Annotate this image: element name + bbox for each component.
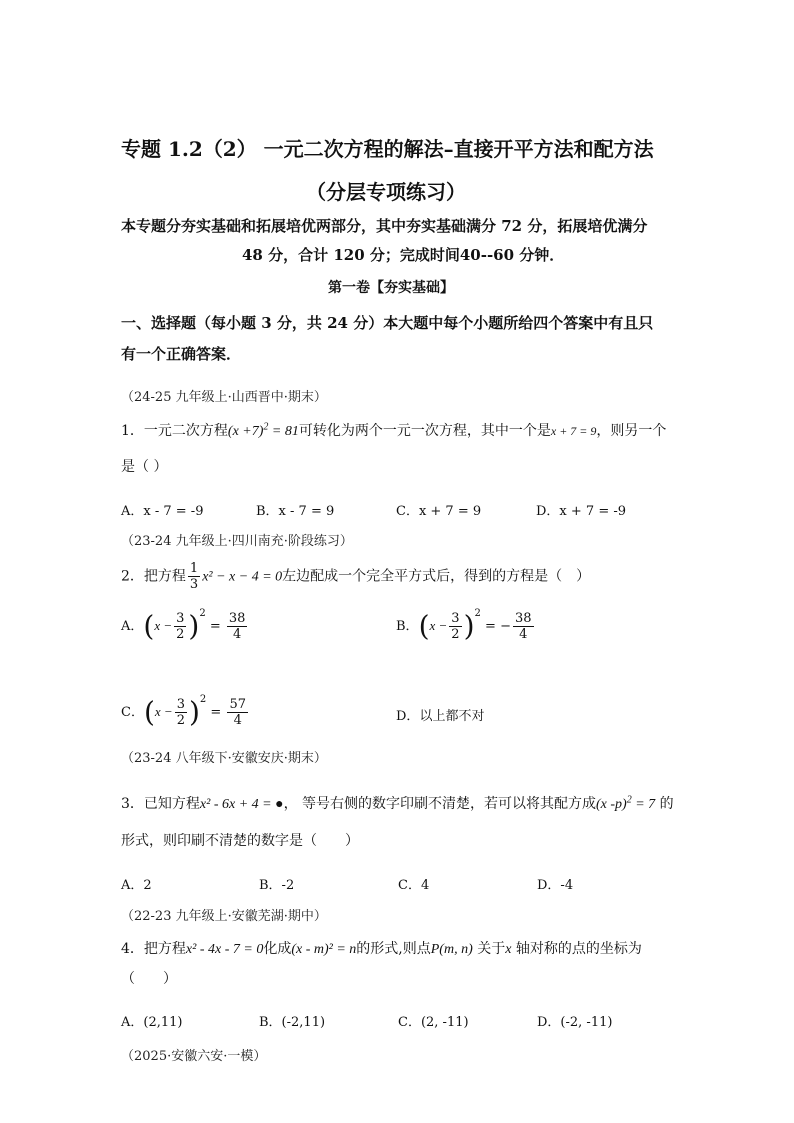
question-4-stem bbox=[121, 938, 642, 958]
question-3-eq-2: (x -p) bbox=[596, 797, 627, 812]
question-2-fraction-num: 1 bbox=[189, 561, 199, 576]
question-4-option-a[interactable]: A．(2,11) bbox=[121, 1015, 183, 1030]
question-2-option-c[interactable] bbox=[121, 694, 250, 727]
option-exp: 2 bbox=[199, 694, 207, 705]
left-paren: ( bbox=[143, 609, 155, 643]
option-rhs-fraction bbox=[227, 612, 248, 641]
question-4-text-d: 关于 bbox=[472, 941, 506, 957]
page-subtitle: （分层专项练习） bbox=[306, 180, 466, 204]
option-inner-fraction bbox=[174, 612, 186, 641]
intro-line-1: 本专题分夯实基础和拓展培优两部分，其中夯实基础满分 72 分，拓展培优满分 bbox=[121, 217, 648, 235]
question-3-stem-line-2: 形式，则印刷不清楚的数字是（ ） bbox=[121, 833, 359, 849]
option-rhs-fraction bbox=[227, 698, 248, 727]
question-4-option-b[interactable]: B．(-2,11) bbox=[259, 1015, 326, 1030]
option-inner-fraction bbox=[449, 612, 461, 641]
frac-num: 38 bbox=[514, 611, 532, 626]
option-base: x − bbox=[154, 704, 173, 719]
left-paren: ( bbox=[418, 609, 430, 643]
question-1-text-b: 可转化为两个一元一次方程，其中一个是 bbox=[298, 423, 551, 439]
option-base: x − bbox=[154, 618, 173, 633]
question-3-text-a: 3．已知方程 bbox=[121, 796, 200, 812]
question-4-text-a: 4．把方程 bbox=[121, 941, 186, 957]
question-2-source: （23-24 九年级上·四川南充·阶段练习） bbox=[121, 534, 353, 549]
section-heading-line-1: 一、选择题（每小题 3 分，共 24 分）本大题中每个小题所给四个答案中有且只 bbox=[121, 314, 654, 332]
question-1-source: （24-25 九年级上·山西晋中·期末） bbox=[121, 390, 327, 405]
question-1-option-d[interactable]: D．x + 7 = -9 bbox=[536, 504, 627, 519]
option-rhs-fraction bbox=[513, 612, 534, 641]
option-rel: = bbox=[210, 705, 222, 720]
question-2-fraction bbox=[188, 562, 200, 591]
frac-den: 4 bbox=[233, 713, 242, 728]
frac-num: 3 bbox=[451, 611, 460, 626]
frac-num: 3 bbox=[176, 697, 185, 712]
question-3-eq: x² - 6x + 4 = ● bbox=[199, 797, 284, 812]
question-4-eq: x² - 4x - 7 = 0 bbox=[185, 942, 264, 957]
volume-title: 第一卷【夯实基础】 bbox=[328, 280, 454, 296]
question-3-source: （23-24 八年级下·安徽安庆·期末） bbox=[121, 751, 327, 766]
question-4-text-e: 轴对称的点的坐标为 bbox=[511, 941, 642, 957]
right-paren: ) bbox=[188, 695, 200, 729]
frac-num: 57 bbox=[229, 697, 247, 712]
question-1-option-c[interactable]: C．x + 7 = 9 bbox=[396, 504, 482, 519]
question-1-eq-1-exp: 2 bbox=[263, 421, 269, 433]
option-label: A． bbox=[121, 619, 144, 634]
option-sign: − bbox=[500, 619, 511, 634]
option-base: x − bbox=[429, 618, 448, 633]
question-1-option-a[interactable]: A．x - 7 = -9 bbox=[121, 504, 204, 519]
question-3-eq-2-rhs: = 7 bbox=[631, 797, 656, 812]
option-text: 以上都不对 bbox=[419, 709, 485, 724]
left-paren: ( bbox=[143, 695, 155, 729]
frac-den: 2 bbox=[176, 627, 185, 642]
question-2-stem bbox=[121, 562, 590, 591]
option-rel: = bbox=[209, 619, 221, 634]
question-1-text-a: 1．一元二次方程 bbox=[121, 423, 228, 439]
question-2-text-a: 2．把方程 bbox=[121, 568, 186, 585]
frac-num: 38 bbox=[228, 611, 246, 626]
question-2-fraction-den: 3 bbox=[189, 577, 199, 592]
page-title: 专题 1.2（2） 一元二次方程的解法–直接开平方法和配方法 bbox=[121, 137, 654, 161]
frac-num: 3 bbox=[176, 611, 185, 626]
right-paren: ) bbox=[188, 609, 200, 643]
question-2-eq: x² − x − 4 = 0 bbox=[202, 569, 283, 585]
option-exp: 2 bbox=[199, 608, 206, 619]
frac-den: 2 bbox=[176, 713, 185, 728]
question-5-source: （2025·安徽六安·一模） bbox=[121, 1049, 267, 1064]
option-label: C． bbox=[121, 705, 144, 720]
option-rel: = bbox=[485, 619, 496, 634]
question-3-eq-2-exp: 2 bbox=[626, 794, 632, 806]
frac-den: 2 bbox=[451, 627, 460, 642]
question-4-stem-line-2: （ ） bbox=[121, 971, 177, 987]
question-3-option-a[interactable]: A．2 bbox=[121, 878, 152, 893]
question-4-source: （22-23 九年级上·安徽芜湖·期中） bbox=[121, 909, 327, 924]
question-3-stem bbox=[121, 793, 674, 813]
question-1-stem bbox=[121, 420, 666, 440]
question-3-text-c: 的 bbox=[655, 796, 674, 812]
question-2-text-b: 左边配成一个完全平方式后，得到的方程是（ ） bbox=[282, 568, 591, 585]
right-paren: ) bbox=[463, 609, 475, 643]
question-1-eq-1: (x +7) bbox=[227, 424, 264, 439]
question-1-option-b[interactable]: B．x - 7 = 9 bbox=[256, 504, 335, 519]
question-4-eq-3: P(m, n) bbox=[430, 942, 473, 957]
option-inner-fraction bbox=[175, 698, 187, 727]
question-3-option-b[interactable]: B．-2 bbox=[259, 878, 295, 893]
question-1-eq-2: x + 7 = 9 bbox=[550, 424, 597, 438]
question-2-option-d[interactable] bbox=[396, 705, 484, 724]
question-1-eq-1-rhs: = 81 bbox=[268, 424, 299, 439]
question-1-stem-line-2: 是（ ） bbox=[121, 459, 168, 475]
intro-line-2: 48 分，合计 120 分；完成时间40--60 分钟． bbox=[242, 246, 565, 264]
question-1-text-c: ，则另一个 bbox=[596, 423, 667, 439]
question-4-eq-4: x bbox=[505, 942, 512, 957]
question-3-option-c[interactable]: C．4 bbox=[398, 878, 430, 893]
question-3-option-d[interactable]: D．-4 bbox=[537, 878, 574, 893]
option-exp: 2 bbox=[474, 608, 481, 619]
frac-den: 4 bbox=[233, 627, 242, 642]
section-heading-line-2: 有一个正确答案． bbox=[121, 345, 242, 363]
question-4-text-c: 的形式,则点 bbox=[356, 941, 431, 957]
option-label: B． bbox=[396, 619, 419, 634]
question-2-option-b[interactable] bbox=[396, 608, 536, 641]
option-label: D． bbox=[396, 709, 420, 724]
question-4-eq-2: (x - m)² = n bbox=[291, 942, 357, 957]
frac-den: 4 bbox=[519, 627, 528, 642]
question-4-option-c[interactable]: C．(2, -11) bbox=[398, 1015, 469, 1030]
question-3-text-b: ， 等号右侧的数字印刷不清楚，若可以将其配方成 bbox=[283, 796, 597, 812]
question-2-option-a[interactable] bbox=[121, 608, 249, 641]
question-4-text-b: 化成 bbox=[263, 941, 292, 957]
question-4-option-d[interactable]: D．(-2, -11) bbox=[537, 1015, 613, 1030]
